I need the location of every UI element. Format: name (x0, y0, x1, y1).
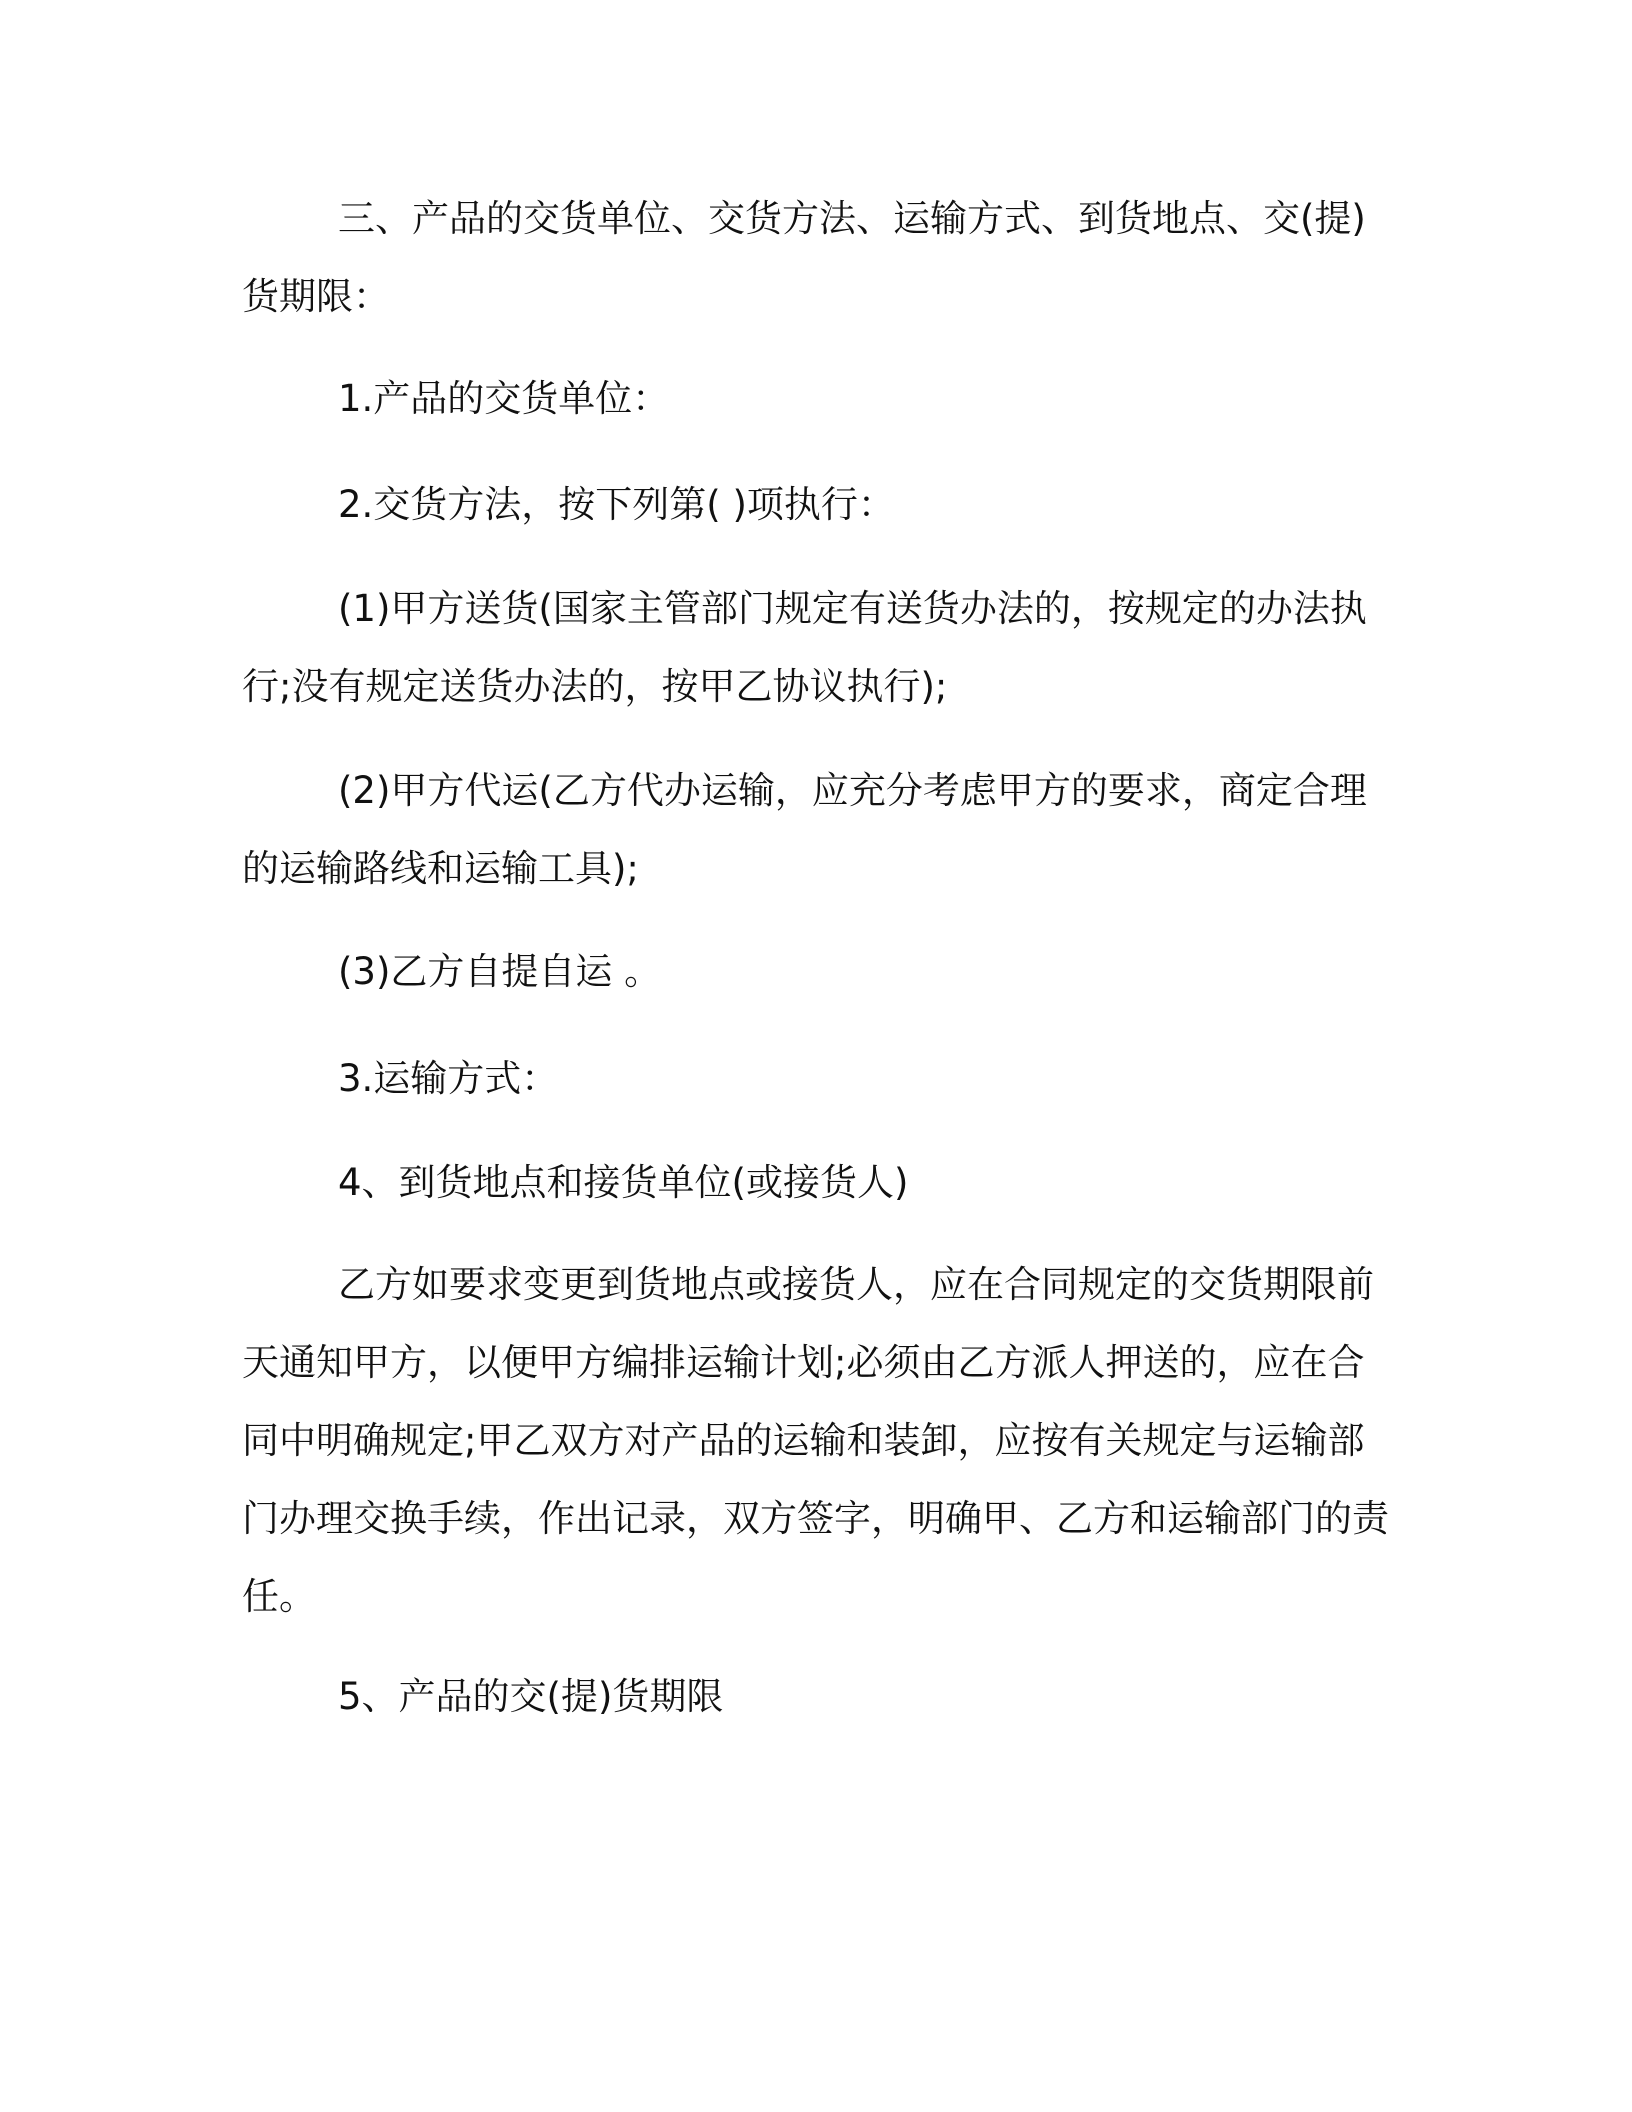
item-destination-consignee: 4、到货地点和接货单位(或接货人) (338, 1161, 909, 1204)
item-delivery-deadline: 5、产品的交(提)货期限 (338, 1675, 724, 1718)
item-delivery-method: 2.交货方法，按下列第( )项执行： (338, 483, 895, 526)
option-party-a-shipping: (2)甲方代运(乙方代办运输，应充分考虑甲方的要求，商定合理的运输路线和运输工具); (242, 769, 1367, 890)
option-party-a-delivery: (1)甲方送货(国家主管部门规定有送货办法的，按规定的办法执行;没有规定送货办法的，按甲乙协议执行); (242, 587, 1367, 708)
item-delivery-unit: 1.产品的交货单位： (338, 377, 670, 420)
item-transport-mode: 3.运输方式： (338, 1057, 559, 1100)
paragraph-change-terms: 乙方如要求变更到货地点或接货人，应在合同规定的交货期限前天通知甲方，以便甲方编排运输计划;必须由乙方派人押送的，应在合同中明确规定;甲乙双方对产品的运输和装卸，应按有关规定与运输部门办理交换手续，作出记录，双方签字，明确甲、乙方和运输部门的责任。 (242, 1263, 1389, 1618)
option-party-b-pickup: (3)乙方自提自运 。 (338, 950, 662, 993)
section-heading-delivery: 三、产品的交货单位、交货方法、运输方式、到货地点、交(提)货期限： (242, 197, 1366, 318)
